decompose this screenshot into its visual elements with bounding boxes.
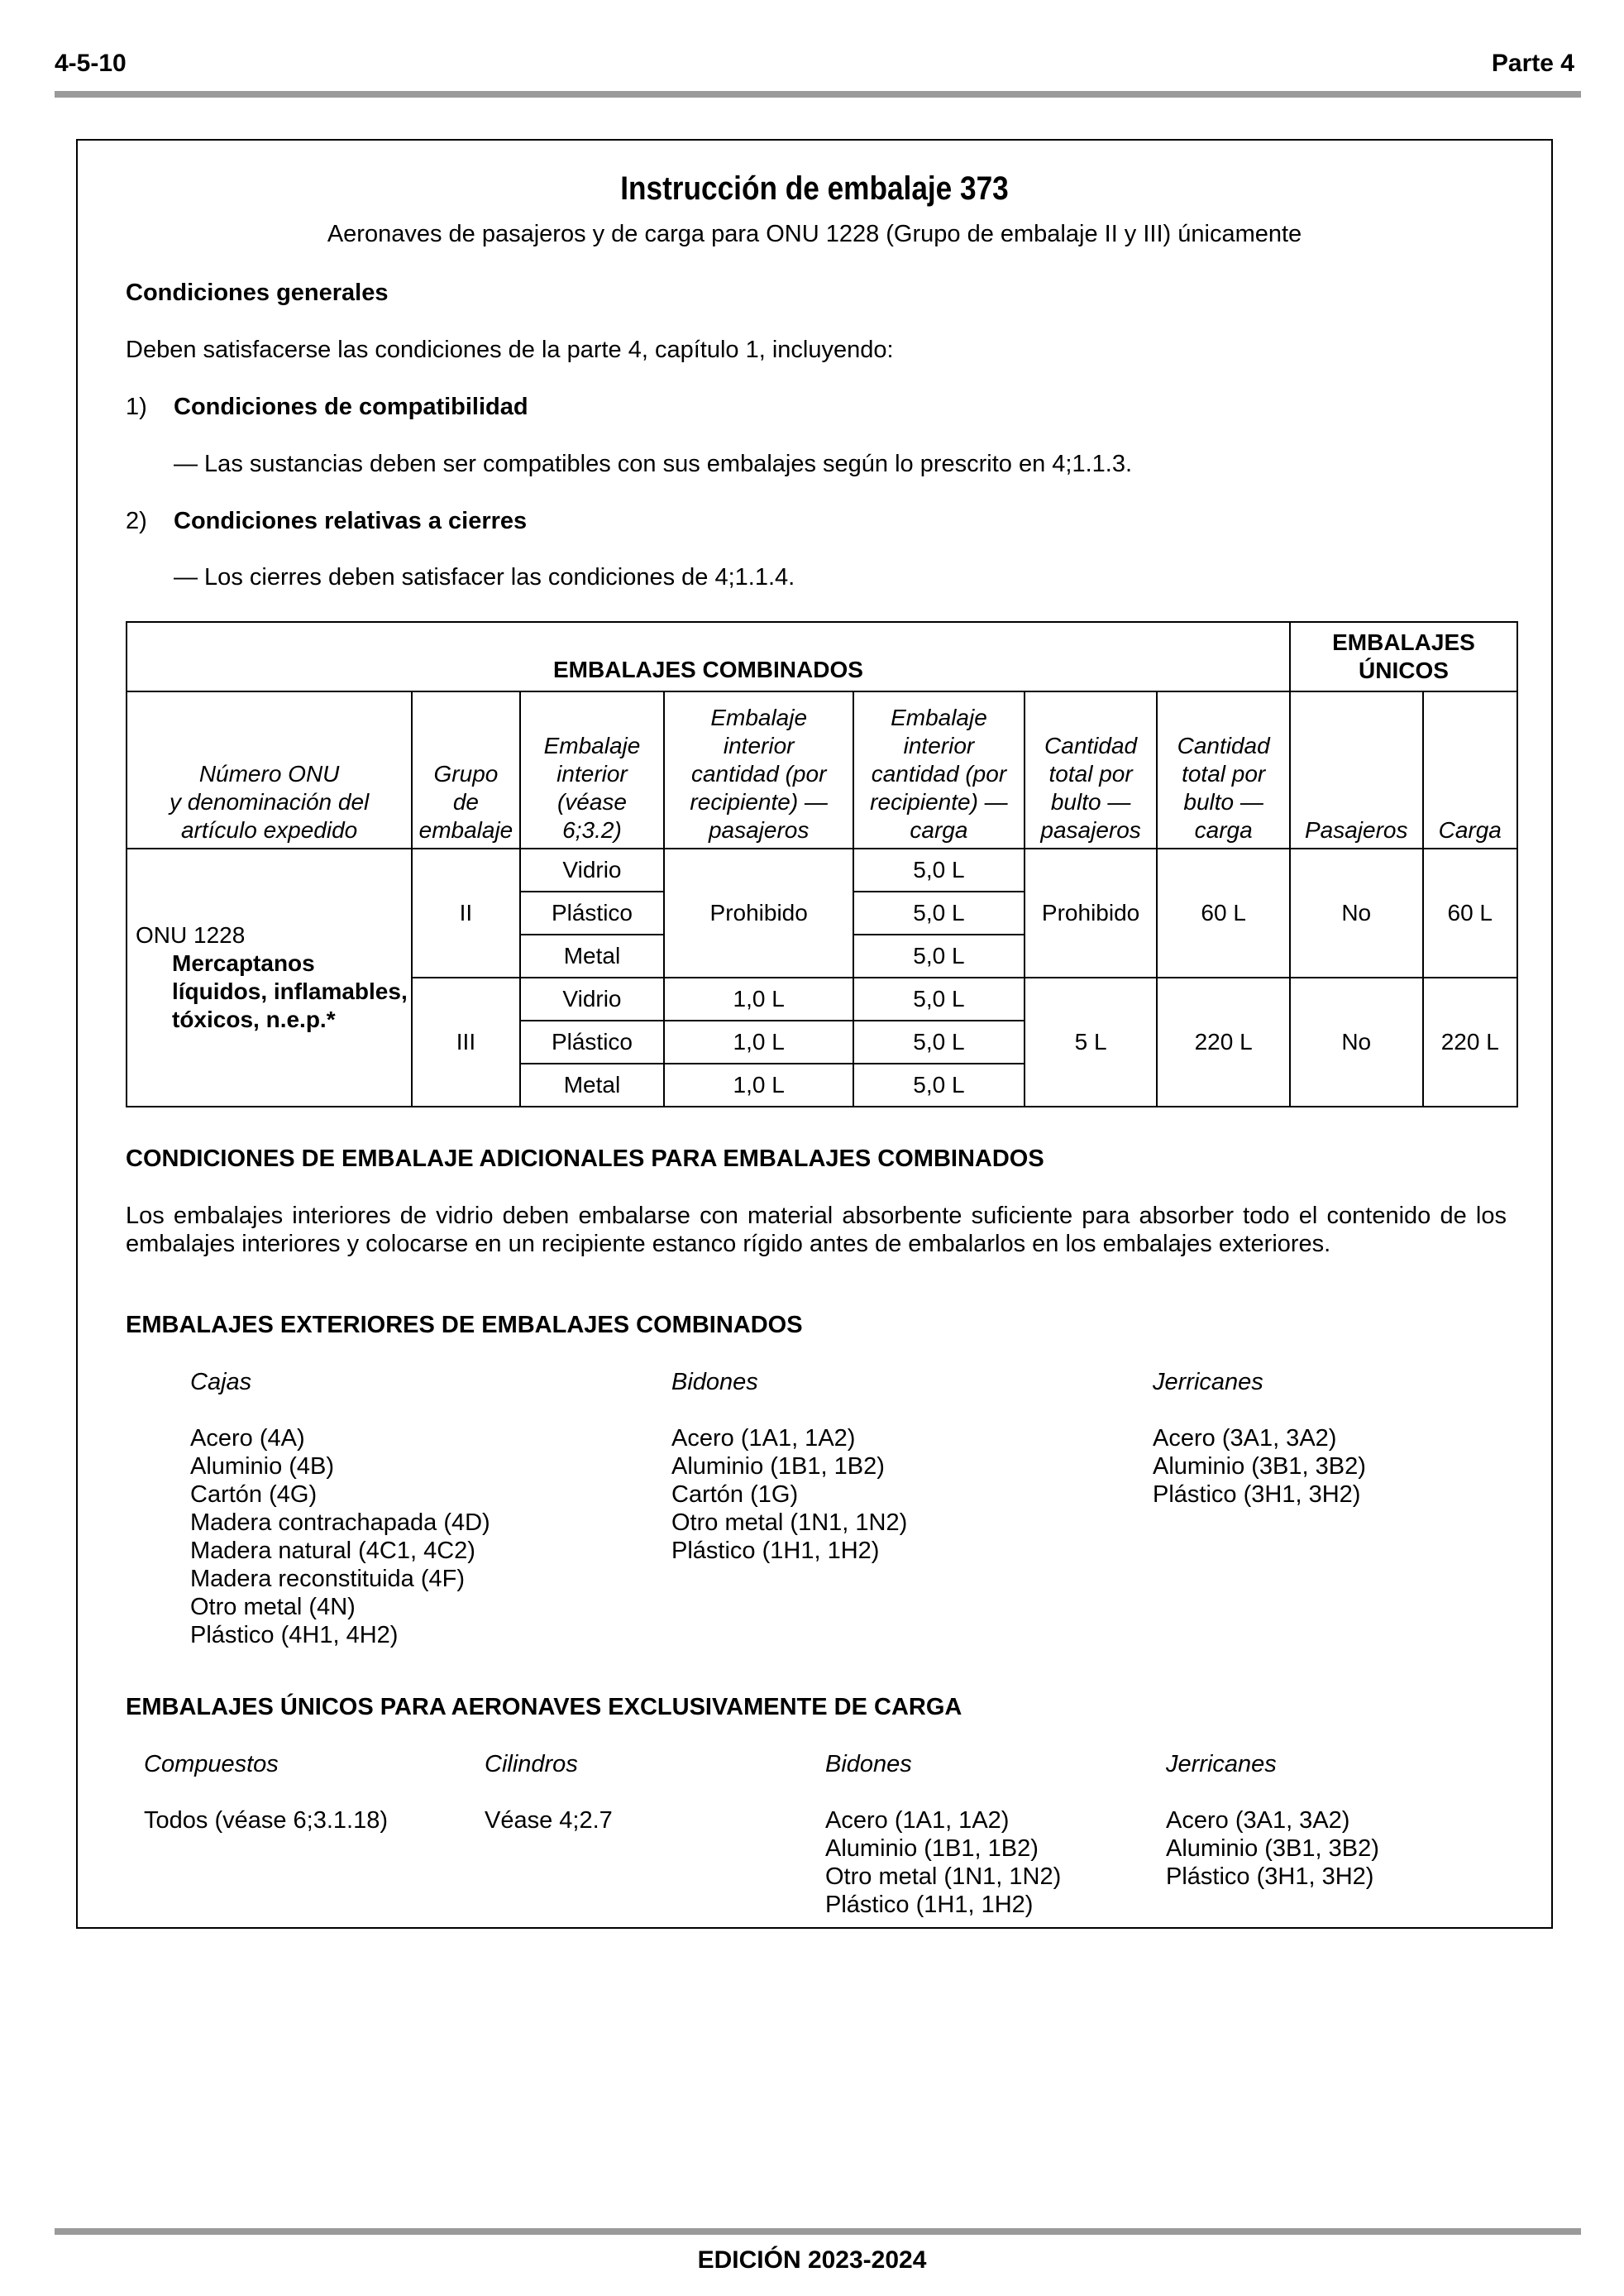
col-packing-group: Grupo de embalaje (412, 691, 519, 849)
general-heading: Condiciones generales (126, 280, 389, 306)
col-total-pax: Cantidad total por bulto — pasajeros (1025, 691, 1158, 849)
inner-cell: Plástico (520, 1021, 665, 1064)
page-subtitle: Aeronaves de pasajeros y de carga para ONU 1228 (Grupo de embalaje II y III) únicamente (327, 221, 1302, 247)
list-item: Otro metal (1N1, 1N2) (825, 1863, 1062, 1890)
header-rule (55, 91, 1581, 98)
single-cargo-cell: 60 L (1423, 849, 1518, 978)
total-cargo-cell: 220 L (1157, 978, 1290, 1107)
list-item: Aluminio (4B) (190, 1453, 335, 1480)
outer-heading: EMBALAJES EXTERIORES DE EMBALAJES COMBINADOS (126, 1312, 803, 1338)
additional-text: Los embalajes interiores de vidrio deben embalarse con material absorbente suficiente para absorber todo el contenido de los embalajes interiores y colocarse en un recipiente estanco rígido antes de embalarlos en los embalajes exteriores. (126, 1203, 1507, 1257)
list-item: Aluminio (3B1, 3B2) (1153, 1453, 1366, 1480)
table-row (127, 849, 1517, 892)
list-item: Acero (1A1, 1A2) (825, 1807, 1010, 1834)
instruction-box (76, 139, 1553, 1929)
list-item: Cartón (4G) (190, 1481, 318, 1508)
total-pax-cell: 5 L (1025, 978, 1158, 1107)
item2-text: — Los cierres deben satisfacer las condiciones de 4;1.1.4. (174, 564, 795, 591)
list-item: Plástico (1H1, 1H2) (671, 1538, 880, 1564)
pax-qty-cell: 1,0 L (664, 1021, 853, 1064)
list-item: Madera contrachapada (4D) (190, 1509, 490, 1536)
total-cargo-cell: 60 L (1157, 849, 1290, 978)
item2-heading: Condiciones relativas a cierres (174, 508, 528, 534)
page-number: 4-5-10 (55, 50, 127, 77)
additional-heading: CONDICIONES DE EMBALAJE ADICIONALES PARA EMBALAJES COMBINADOS (126, 1146, 1044, 1172)
list-item: Plástico (3H1, 3H2) (1166, 1863, 1374, 1890)
single-pax-cell: No (1290, 978, 1423, 1107)
list-item: Acero (4A) (190, 1425, 305, 1452)
list-item: Acero (1A1, 1A2) (671, 1425, 856, 1452)
pax-qty-cell: Prohibido (664, 849, 853, 978)
list-item: Acero (3A1, 3A2) (1153, 1425, 1337, 1452)
col-total-cargo: Cantidad total por bulto — carga (1157, 691, 1290, 849)
list-item: Todos (véase 6;3.1.18) (144, 1807, 389, 1834)
inner-cell: Plástico (520, 892, 665, 935)
header-combined: EMBALAJES COMBINADOS (127, 622, 1290, 691)
single-cargo-heading: EMBALAJES ÚNICOS PARA AERONAVES EXCLUSIVAMENTE DE CARGA (126, 1694, 962, 1720)
col-single-pax: Pasajeros (1290, 691, 1423, 849)
list-item: Aluminio (1B1, 1B2) (825, 1835, 1039, 1862)
inner-cell: Metal (520, 935, 665, 978)
pg-cell: II (412, 849, 519, 978)
list-item: Madera reconstituida (4F) (190, 1566, 466, 1592)
page-title: Instrucción de embalaje 373 (620, 170, 1009, 207)
total-pax-cell: Prohibido (1025, 849, 1158, 978)
cargo-qty-cell: 5,0 L (853, 1064, 1025, 1107)
item1-text: — Las sustancias deben ser compatibles con sus embalajes según lo prescrito en 4;1.1.3. (174, 451, 1133, 477)
list-item: Véase 4;2.7 (485, 1807, 613, 1834)
inner-cell: Vidrio (520, 978, 665, 1021)
single-cargo-cell: 220 L (1423, 978, 1518, 1107)
outer-boxes-list: Cajas Acero (4A) Aluminio (4B) Cartón (4G) Madera contrachapada (4D) Madera natural (4C1, 4C2) Madera reconstituida (4F) Otro metal (4N) Plástico (4H1, 4H2) (190, 1369, 490, 1648)
col-single-cargo: Carga (1423, 691, 1518, 849)
item1-heading: Condiciones de compatibilidad (174, 394, 528, 420)
list-item: Plástico (3H1, 3H2) (1153, 1481, 1361, 1508)
col-inner-qty-pax: Embalaje interior cantidad (por recipiente) — pasajeros (664, 691, 853, 849)
item1-number: 1) (126, 394, 147, 420)
list-item: Otro metal (4N) (190, 1594, 356, 1620)
single-cylinders-list: Cilindros Véase 4;2.7 (485, 1751, 613, 1834)
cargo-qty-cell: 5,0 L (853, 892, 1025, 935)
list-item: Aluminio (3B1, 3B2) (1166, 1835, 1379, 1862)
list-item: Plástico (1H1, 1H2) (825, 1892, 1034, 1918)
col-un-number: Número ONU y denominación del artículo expedido (127, 691, 412, 849)
list-item: Otro metal (1N1, 1N2) (671, 1509, 908, 1536)
outer-drums-list: Bidones Acero (1A1, 1A2) Aluminio (1B1, 1B2) Cartón (1G) Otro metal (1N1, 1N2) Plástico (1H1, 1H2) (671, 1369, 908, 1564)
pax-qty-cell: 1,0 L (664, 1064, 853, 1107)
list-item: Plástico (4H1, 4H2) (190, 1622, 399, 1648)
cargo-qty-cell: 5,0 L (853, 1021, 1025, 1064)
edition-footer: EDICIÓN 2023-2024 (697, 2246, 927, 2274)
un-entry: ONU 1228 Mercaptanos líquidos, inflamables, tóxicos, n.e.p.* (127, 849, 412, 1107)
item2-number: 2) (126, 508, 147, 534)
general-intro: Deben satisfacerse las condiciones de la parte 4, capítulo 1, incluyendo: (126, 337, 894, 363)
col-inner-packaging: Embalaje interior (véase 6;3.2) (520, 691, 665, 849)
pg-cell: III (412, 978, 519, 1107)
list-item: Madera natural (4C1, 4C2) (190, 1538, 475, 1564)
header-single: EMBALAJES ÚNICOS (1290, 622, 1517, 691)
outer-jerricans-list: Jerricanes Acero (3A1, 3A2) Aluminio (3B1, 3B2) Plástico (3H1, 3H2) (1153, 1369, 1366, 1508)
single-composites-list: Compuestos Todos (véase 6;3.1.18) (144, 1751, 389, 1834)
list-item: Acero (3A1, 3A2) (1166, 1807, 1350, 1834)
list-item: Cartón (1G) (671, 1481, 799, 1508)
packaging-table (126, 621, 1518, 1107)
cargo-qty-cell: 5,0 L (853, 849, 1025, 892)
cargo-qty-cell: 5,0 L (853, 935, 1025, 978)
cargo-qty-cell: 5,0 L (853, 978, 1025, 1021)
part-label: Parte 4 (1491, 50, 1574, 77)
single-pax-cell: No (1290, 849, 1423, 978)
single-jerricans-list: Jerricanes Acero (3A1, 3A2) Aluminio (3B1, 3B2) Plástico (3H1, 3H2) (1166, 1751, 1379, 1890)
col-inner-qty-cargo: Embalaje interior cantidad (por recipiente) — carga (853, 691, 1025, 849)
pax-qty-cell: 1,0 L (664, 978, 853, 1021)
inner-cell: Vidrio (520, 849, 665, 892)
inner-cell: Metal (520, 1064, 665, 1107)
list-item: Aluminio (1B1, 1B2) (671, 1453, 885, 1480)
footer-rule (55, 2228, 1581, 2235)
single-drums-list: Bidones Acero (1A1, 1A2) Aluminio (1B1, 1B2) Otro metal (1N1, 1N2) Plástico (1H1, 1H2) (825, 1751, 1062, 1918)
